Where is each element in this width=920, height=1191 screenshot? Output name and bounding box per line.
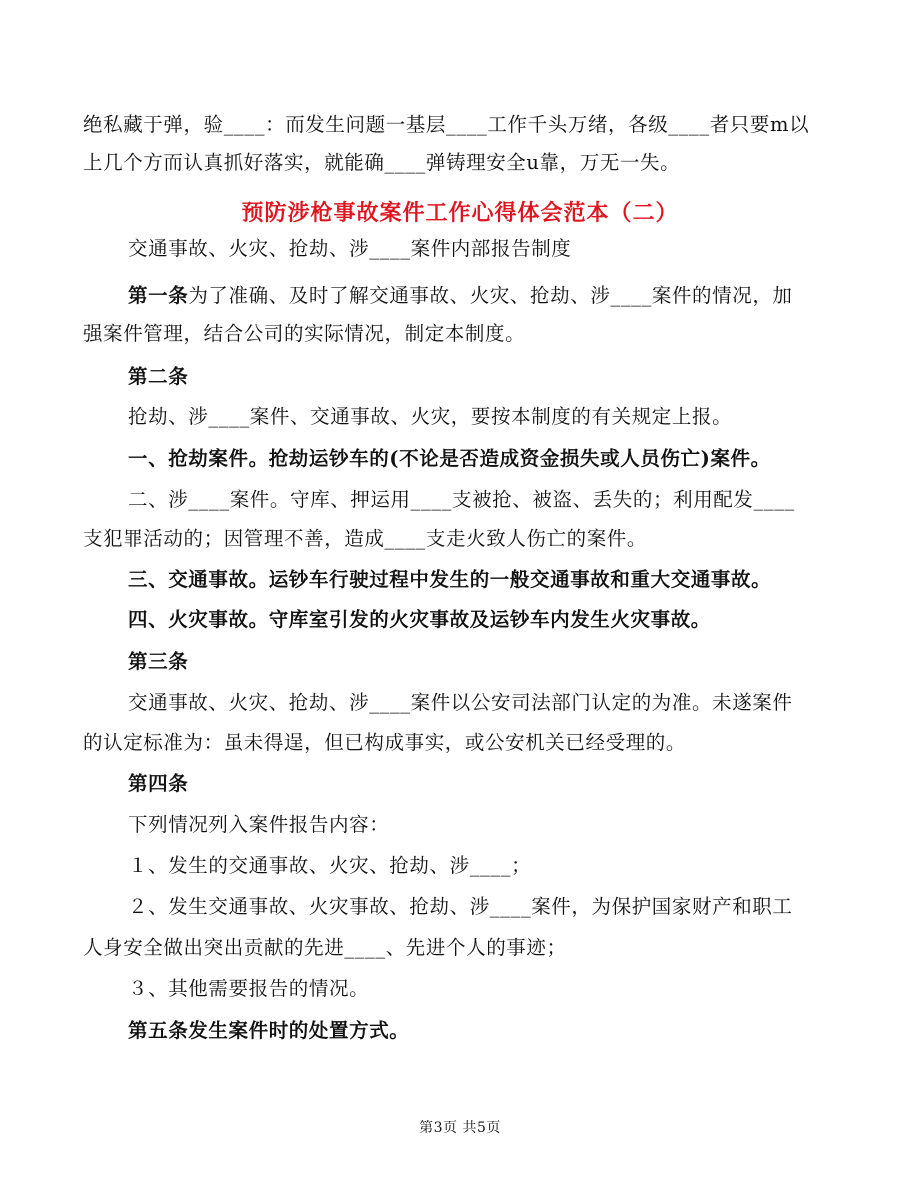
article-5-heading: 第五条发生案件时的处置方式。	[128, 1019, 410, 1042]
list-item-2-line-1: ２、发生交通事故、火灾事故、抢劫、涉____案件，为保护国家财产和职工	[128, 895, 793, 918]
article-2-text: 抢劫、涉____案件、交通事故、火灾，要按本制度的有关规定上报。	[128, 405, 733, 428]
item-fire: 四、火灾事故。守库室引发的火灾事故及运钞车内发生火灾事故。	[128, 608, 711, 631]
article-3-line-1: 交通事故、火灾、抢劫、涉____案件以公安司法部门认定的为准。未遂案件	[128, 691, 793, 714]
subtitle: 交通事故、火灾、抢劫、涉____案件内部报告制度	[128, 237, 572, 260]
article-1-line-2: 强案件管理，结合公司的实际情况，制定本制度。	[83, 322, 526, 345]
item-gun-line-2: 支犯罪活动的；因管理不善，造成____支走火致人伤亡的案件。	[83, 527, 648, 550]
top-paragraph-line-1: 绝私藏于弹，验____：而发生问题一基层____工作千头万绪，各级____者只要m以	[83, 113, 810, 136]
article-1-label: 第一条	[128, 284, 189, 307]
item-traffic: 三、交通事故。运钞车行驶过程中发生的一般交通事故和重大交通事故。	[128, 568, 772, 591]
article-4-intro: 下列情况列入案件报告内容：	[128, 813, 390, 836]
article-4-label: 第四条	[128, 772, 189, 795]
list-item-3: ３、其他需要报告的情况。	[128, 977, 370, 1000]
page-number-footer: 第3页 共5页	[419, 1120, 501, 1136]
item-gun-line-1: 二、涉____案件。守库、押运用____支被抢、被盗、丢失的；利用配发____	[128, 488, 795, 511]
document-title: 预防涉枪事故案件工作心得体会范本（二）	[241, 200, 679, 226]
article-1-line-1	[128, 284, 843, 308]
top-paragraph-line-2: 上几个方而认真抓好落实，就能确____弹铸理安全u靠，万无一失。	[83, 151, 681, 174]
article-3-line-2: 的认定标准为：虽未得逞，但已构成事实，或公安机关已经受理的。	[83, 731, 687, 754]
article-3-label: 第三条	[128, 650, 189, 673]
item-robbery: 一、抢劫案件。抢劫运钞车的(不论是否造成资金损失或人员伤亡)案件。	[128, 447, 771, 470]
list-item-2-line-2: 人身安全做出突出贡献的先进____、先进个人的事迹；	[83, 936, 567, 959]
article-1-text: 为了准确、及时了解交通事故、火灾、抢劫、涉____案件的情况，加	[188, 284, 793, 307]
list-item-1: １、发生的交通事故、火灾、抢劫、涉____；	[128, 854, 532, 877]
article-2-label: 第二条	[128, 365, 189, 388]
